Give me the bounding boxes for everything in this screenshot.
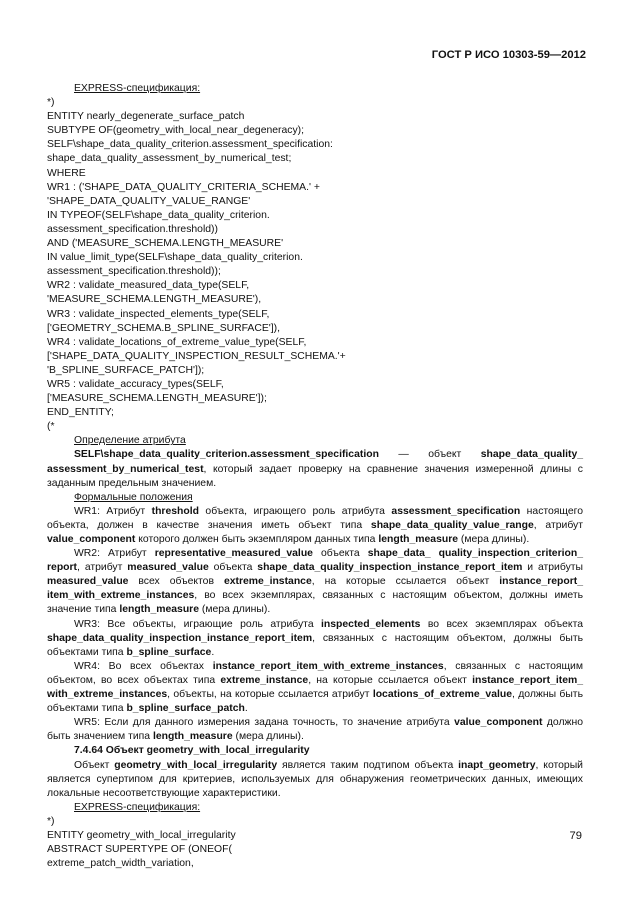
code-line: SUBTYPE OF(geometry_with_local_near_degeneracy); (47, 125, 305, 137)
text: Объект (74, 759, 115, 771)
text: , на которые ссылается объект (311, 576, 500, 588)
text: , который задает проверку на сравнение значения измеренной длины с заданным предельным значением. (47, 463, 583, 489)
code-line: 'MEASURE_SCHEMA.LENGTH_MEASURE'), (47, 294, 262, 306)
bold-term: shape_data_quality_ assessment_by_numerical_test (47, 449, 583, 475)
bold-term: length_measure (378, 534, 459, 545)
bold-term: measured_value (47, 576, 129, 588)
text: , атрибут (77, 562, 128, 574)
code-line: END_ENTITY; (47, 407, 114, 419)
bold-term: assessment_specification (391, 505, 521, 517)
text: , связанных с настоящим объектом, во всех объектах типа (47, 660, 583, 686)
bold-term: shape_data_quality_value_range (370, 519, 534, 531)
attribute-definition-label: Определение атрибута (74, 435, 186, 447)
bold-term: representative_measured_value (154, 548, 313, 560)
code-line: 'SHAPE_DATA_QUALITY_VALUE_RANGE' (47, 195, 251, 207)
bold-term: b_spline_surface_patch (126, 703, 245, 715)
code-line: shape_data_quality_assessment_by_numerical_test; (47, 153, 292, 165)
text: WR4: Во всех объектах (74, 660, 213, 672)
code-line: ['GEOMETRY_SCHEMA.B_SPLINE_SURFACE']), (47, 322, 281, 334)
bold-term: value_component (47, 534, 136, 545)
bold-term: locations_of_extreme_value (372, 689, 512, 701)
text: которого должен быть экземпляром данных типа (135, 534, 379, 545)
wr4-paragraph (47, 660, 583, 716)
text: во всех экземплярах объекта (420, 618, 584, 630)
text: — объект (378, 449, 481, 461)
attribute-definition-paragraph (47, 448, 583, 490)
bold-term: value_component (454, 717, 543, 729)
express-label: EXPRESS-спецификация: (74, 83, 201, 94)
bold-term: instance_report_ item_with_extreme_instances (47, 576, 583, 602)
text: . (211, 646, 215, 658)
section-paragraph (47, 759, 583, 801)
text: всех объектов (128, 576, 224, 588)
page-number: 79 (569, 830, 582, 842)
code-line: IN TYPEOF(SELF\shape_data_quality_criterion. (47, 209, 270, 221)
code-line: WR4 : validate_locations_of_extreme_value_type(SELF, (47, 336, 307, 348)
text: , во всех экземплярах, связанных с настоящим объектом, должны иметь значение типа (47, 590, 583, 616)
bold-term: instance_report_item_ with_extreme_instances (47, 674, 583, 701)
code-line: WR5 : validate_accuracy_types(SELF, (47, 378, 224, 390)
bold-term: length_measure (119, 604, 200, 616)
wr3-paragraph (47, 618, 583, 660)
text: (мера длины). (458, 534, 530, 545)
code-line: AND ('MEASURE_SCHEMA.LENGTH_MEASURE' (47, 238, 284, 250)
bold-term: inspected_elements (321, 618, 421, 630)
page-content (47, 82, 583, 871)
text: , связанных с настоящим объектом, должны быть объектами типа (47, 632, 583, 658)
text: WR1: Атрибут (74, 505, 152, 517)
bold-term: extreme_instance (220, 674, 309, 686)
text: объекта (208, 562, 258, 574)
bold-term: length_measure (152, 731, 233, 743)
code-line: WR1 : ('SHAPE_DATA_QUALITY_CRITERIA_SCHEMA.' + (47, 181, 320, 193)
text: является таким подтипом объекта (277, 759, 459, 771)
wr5-paragraph (47, 716, 583, 744)
code-line: ['MEASURE_SCHEMA.LENGTH_MEASURE']); (47, 393, 267, 405)
formal-propositions-label: Формальные положения (74, 491, 193, 503)
section-heading-text: 7.4.64 Объект geometry_with_local_irregularity (74, 745, 310, 757)
bold-term: geometry_with_local_irregularity (114, 759, 278, 771)
bold-term: extreme_instance (223, 576, 312, 588)
text: (мера длины). (232, 731, 304, 743)
bold-term: shape_data_ quality_inspection_criterion_ report (47, 548, 583, 574)
text: , должны быть объектами типа (47, 689, 583, 715)
bold-term: shape_data_quality_inspection_instance_report_item (47, 632, 313, 644)
text: , на которые ссылается объект (308, 674, 473, 686)
express-label: EXPRESS-спецификация: (74, 801, 201, 813)
text: объекта, играющего роль атрибута (198, 505, 392, 517)
text: . (244, 703, 248, 715)
code-line: (* (47, 421, 55, 433)
text: (мера длины). (199, 604, 271, 616)
code-line: SELF\shape_data_quality_criterion.assessment_specification: (47, 139, 333, 151)
code-line: IN value_limit_type(SELF\shape_data_quality_criterion. (47, 252, 303, 264)
text: , объекты, на которые ссылается атрибут (167, 689, 373, 701)
text: WR2: Атрибут (74, 548, 155, 560)
code-line: assessment_specification.threshold)); (47, 266, 221, 278)
code-line: ENTITY nearly_degenerate_surface_patch (47, 111, 245, 123)
code-line: 'B_SPLINE_SURFACE_PATCH']); (47, 364, 205, 376)
text: объекта (312, 548, 368, 560)
code-block-bottom (47, 815, 583, 871)
code-line: WHERE (47, 167, 86, 179)
bold-term: SELF\shape_data_quality_criterion.assessment_specification (74, 449, 379, 461)
text: , который является супертипом для критериев, используемых для обнаружения геометрических данных, имеющих локальные несоответствующие характеристики. (47, 759, 583, 799)
text: WR5: Если для данного измерения задана точность, то значение атрибута (74, 717, 455, 729)
bold-term: inapt_geometry (458, 759, 536, 771)
section-heading (47, 744, 583, 758)
code-line: ENTITY geometry_with_local_irregularity (47, 829, 236, 841)
text: и атрибуты (522, 562, 584, 574)
code-block-top (47, 96, 583, 434)
page-header: ГОСТ Р ИСО 10303-59—2012 (431, 49, 586, 61)
bold-term: shape_data_quality_inspection_instance_report_item (257, 562, 523, 574)
code-line: *) (47, 97, 55, 109)
bold-term: measured_value (127, 562, 209, 574)
code-line: ['SHAPE_DATA_QUALITY_INSPECTION_RESULT_SCHEMA.'+ (47, 350, 346, 362)
code-line: ABSTRACT SUPERTYPE OF (ONEOF( (47, 844, 232, 856)
wr1-paragraph (47, 505, 583, 547)
bold-term: b_spline_surface (126, 646, 212, 658)
code-line: extreme_patch_width_variation, (47, 858, 194, 870)
bold-term: threshold (151, 505, 199, 517)
code-line: *) (47, 815, 55, 827)
code-line: WR2 : validate_measured_data_type(SELF, (47, 280, 250, 292)
bold-term: instance_report_item_with_extreme_instances (212, 660, 444, 672)
code-line: WR3 : validate_inspected_elements_type(SELF, (47, 308, 270, 320)
wr2-paragraph (47, 547, 583, 617)
text: настоящего объекта, должен в качестве значения иметь объект типа (47, 505, 583, 531)
text: WR3: Все объекты, играющие роль атрибута (74, 618, 322, 630)
text: , атрибут (533, 519, 583, 531)
code-line: assessment_specification.threshold)) (47, 223, 218, 235)
text: должно быть значением типа (47, 717, 584, 743)
